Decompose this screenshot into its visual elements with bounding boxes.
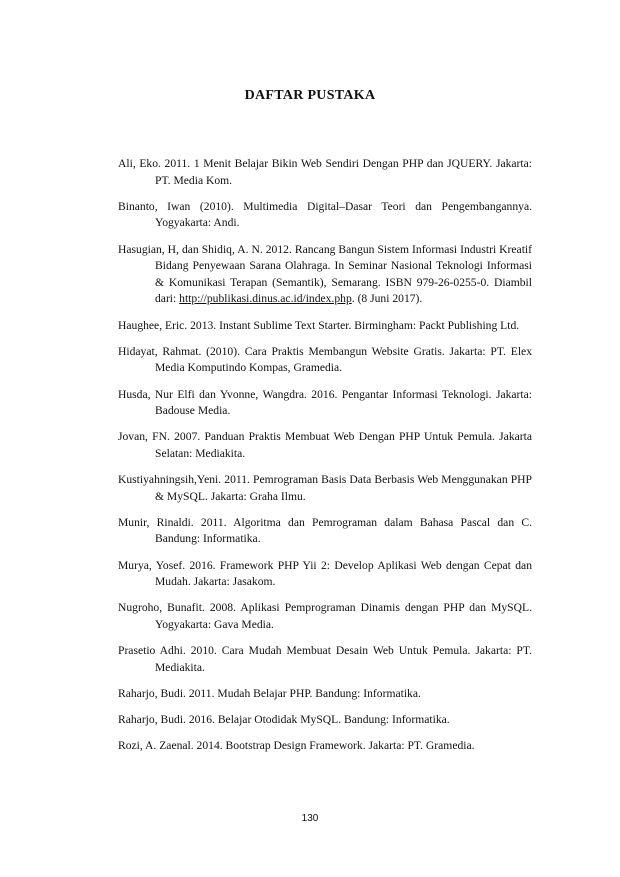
reference-text: Hasugian, H, dan Shidiq, A. N. 2012. Rancang Bangun Sistem Informasi Industri Kreatif Bidang Penyewaan Sarana Olahraga. In Seminar Nasional Teknologi Informasi & Komunikasi Terapan (Semantik), Semarang. ISBN 979-26-0255-0. Diambil dari:	[118, 242, 532, 306]
reference-item: Hidayat, Rahmat. (2010). Cara Praktis Membangun Website Gratis. Jakarta: PT. Elex Media Komputindo Kompas, Gramedia.	[118, 344, 532, 375]
reference-item: Nugroho, Bunafit. 2008. Aplikasi Pemprograman Dinamis dengan PHP dan MySQL. Yogyakarta: Gava Media.	[118, 601, 532, 631]
page-title: DAFTAR PUSTAKA	[244, 88, 376, 103]
reference-item: Raharjo, Budi. 2016. Belajar Otodidak MySQL. Bandung: Informatika.	[118, 713, 450, 727]
reference-item: Kustiyahningsih,Yeni. 2011. Pemrograman Basis Data Berbasis Web Menggunakan PHP & MySQL. Jakarta: Graha Ilmu.	[118, 473, 532, 503]
reference-item: Haughee, Eric. 2013. Instant Sublime Text Starter. Birmingham: Packt Publishing Ltd.	[118, 318, 520, 332]
reference-item: Binanto, Iwan (2010). Multimedia Digital–Dasar Teori dan Pengembangannya. Yogyakarta: Andi.	[118, 199, 532, 230]
reference-item: Ali, Eko. 2011. 1 Menit Belajar Bikin Web Sendiri Dengan PHP dan JQUERY. Jakarta: PT. Media Kom.	[118, 157, 532, 187]
reference-item: Husda, Nur Elfi dan Yvonne, Wangdra. 2016. Pengantar Informasi Teknologi. Jakarta: Badouse Media.	[118, 387, 532, 418]
page-number: 130	[301, 813, 319, 824]
reference-item	[118, 242, 532, 308]
reference-list	[118, 156, 532, 765]
reference-item: Munir, Rinaldi. 2011. Algoritma dan Pemrograman dalam Bahasa Pascal dan C. Bandung: Informatika.	[118, 515, 532, 546]
reference-item: Prasetio Adhi. 2010. Cara Mudah Membuat Desain Web Untuk Pemula. Jakarta: PT. Mediakita.	[118, 644, 532, 674]
reference-item: Murya, Yosef. 2016. Framework PHP Yii 2: Develop Aplikasi Web dengan Cepat dan Mudah. Jakarta: Jasakom.	[118, 558, 532, 589]
reference-link[interactable]: http://publikasi.dinus.ac.id/index.php	[179, 292, 352, 306]
reference-text: . (8 Juni 2017).	[351, 292, 423, 306]
reference-item: Raharjo, Budi. 2011. Mudah Belajar PHP. Bandung: Informatika.	[118, 686, 421, 700]
reference-item: Rozi, A. Zaenal. 2014. Bootstrap Design Framework. Jakarta: PT. Gramedia.	[118, 739, 475, 753]
reference-item: Jovan, FN. 2007. Panduan Praktis Membuat Web Dengan PHP Untuk Pemula. Jakarta Selatan: Mediakita.	[118, 430, 532, 460]
